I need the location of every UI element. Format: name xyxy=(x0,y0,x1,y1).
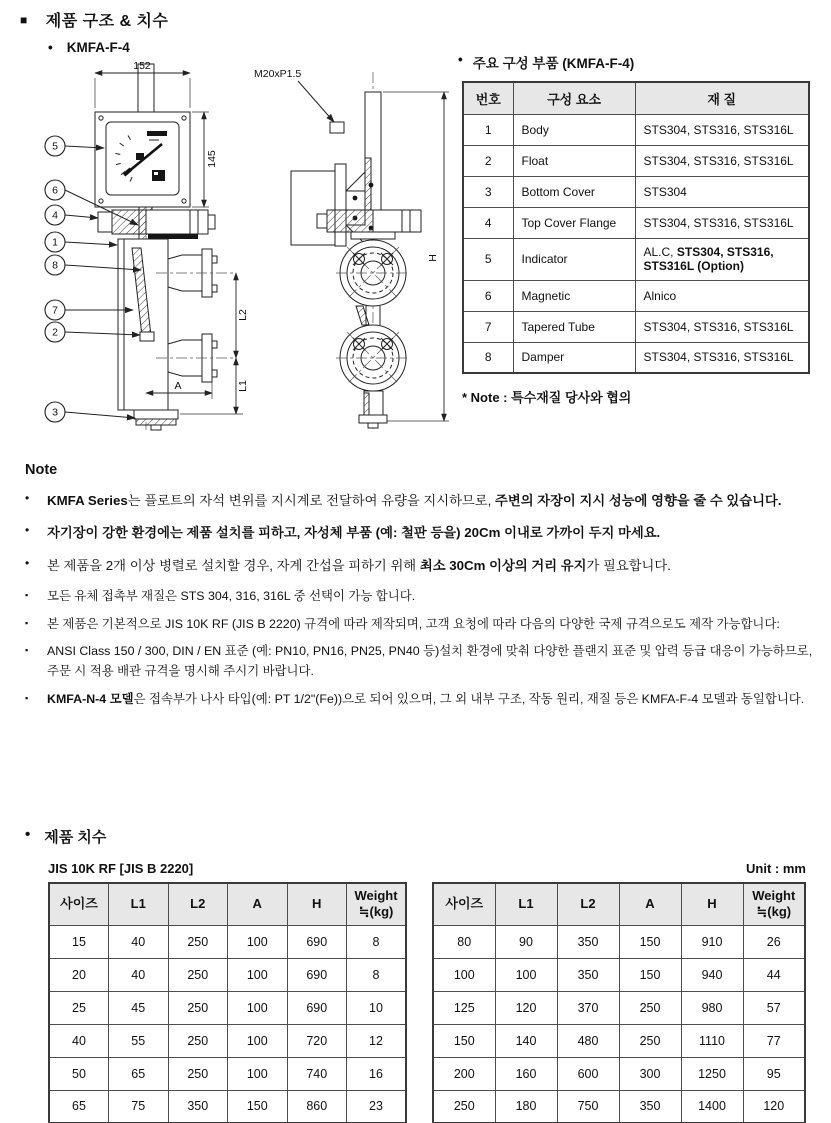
header-h: H xyxy=(681,883,743,925)
dimensions-subheader xyxy=(48,861,806,876)
table-cell: 100 xyxy=(433,958,495,991)
table-cell: 250 xyxy=(168,925,228,958)
note-section xyxy=(25,462,817,718)
part-no: 1 xyxy=(463,114,513,145)
dimensions-title-text: 제품 치수 xyxy=(44,829,107,846)
header-weight xyxy=(743,883,805,925)
dim-a-label: A xyxy=(174,380,182,392)
bullet-icon: ▪ xyxy=(25,645,29,656)
table-cell: 16 xyxy=(347,1057,407,1090)
part-component: Tapered Tube xyxy=(513,311,635,342)
table-cell: 940 xyxy=(681,958,743,991)
dim-h-label: H xyxy=(427,254,439,262)
table-row xyxy=(433,925,805,958)
note-item xyxy=(25,555,817,576)
note-text xyxy=(47,587,817,607)
table-cell: 8 xyxy=(347,925,407,958)
table-cell: 15 xyxy=(49,925,109,958)
table-cell: 980 xyxy=(681,991,743,1024)
note-text xyxy=(47,490,817,511)
header-l2: L2 xyxy=(168,883,228,925)
table-cell: 40 xyxy=(109,925,169,958)
text-segment: 최소 30Cm 이상의 거리 유지 xyxy=(419,557,587,573)
table-row xyxy=(49,1090,406,1123)
table-cell: 100 xyxy=(228,925,288,958)
table-cell: 250 xyxy=(433,1090,495,1123)
table-row xyxy=(433,958,805,991)
callout-6: 6 xyxy=(52,184,58,197)
note-item xyxy=(25,642,817,682)
header-l2: L2 xyxy=(557,883,619,925)
page-title-text: 제품 구조 & 치수 xyxy=(45,13,169,30)
text-segment: KMFA-N-4 모델 xyxy=(47,692,134,707)
text-segment: STS304, STS316, STS316L xyxy=(643,153,794,168)
table-cell: 20 xyxy=(49,958,109,991)
dimensions-table-right xyxy=(432,882,806,1123)
table-cell: 250 xyxy=(168,958,228,991)
table-cell: 860 xyxy=(287,1090,347,1123)
header-component: 구성 요소 xyxy=(513,82,635,114)
header-weight xyxy=(347,883,407,925)
weight-line1: Weight xyxy=(752,888,796,903)
header-a: A xyxy=(228,883,288,925)
note-text xyxy=(47,690,817,710)
weight-line2: ≒(kg) xyxy=(756,904,792,920)
weight-line1: Weight xyxy=(354,888,398,903)
text-segment: KMFA Series xyxy=(47,493,128,508)
part-material xyxy=(635,207,809,238)
table-cell: 40 xyxy=(109,958,169,991)
text-segment: STS304, STS316, STS316L xyxy=(643,122,794,137)
table-cell: 250 xyxy=(168,991,228,1024)
table-row xyxy=(49,991,406,1024)
part-component: Damper xyxy=(513,342,635,373)
text-segment: 가 필요합니다. xyxy=(586,557,671,573)
table-cell: 80 xyxy=(433,925,495,958)
text-segment: 은 접속부가 나사 타입(예: PT 1/2"(Fe))으로 되어 있으며, 그 외 내부 구조, 작동 원리, 재질 등은 KMFA-F-4 모델과 동일합니다. xyxy=(133,692,805,707)
technical-drawing xyxy=(40,58,460,453)
table-cell: 65 xyxy=(49,1090,109,1123)
table-row xyxy=(49,1057,406,1090)
table-cell: 160 xyxy=(495,1057,557,1090)
part-material xyxy=(635,145,809,176)
note-item xyxy=(25,522,817,543)
part-material xyxy=(635,280,809,311)
part-no: 6 xyxy=(463,280,513,311)
table-cell: 100 xyxy=(228,958,288,991)
table-cell: 350 xyxy=(619,1090,681,1123)
dimensions-table-left xyxy=(48,882,407,1123)
text-segment: ANSI Class 150 / 300, DIN / EN 표준 (예: PN10, PN16, PN25, PN40 등)설치 환경에 맞춰 다양한 플랜지 표준 및 압력 등급 대응이 가능하므로, 주문 시 적용 배관 규격을 명시해 주시기 바랍니다. xyxy=(47,644,813,679)
page-title xyxy=(20,8,168,31)
parts-row xyxy=(463,311,809,342)
part-component: Bottom Cover xyxy=(513,176,635,207)
callout-2: 2 xyxy=(52,326,58,339)
table-row xyxy=(433,1057,805,1090)
table-cell: 250 xyxy=(168,1057,228,1090)
callout-3: 3 xyxy=(52,406,58,419)
table-cell: 250 xyxy=(619,1024,681,1057)
bullet-icon: ▪ xyxy=(25,617,29,628)
header-no: 번호 xyxy=(463,82,513,114)
parts-footnote: * Note : 특수재질 당사와 협의 xyxy=(462,390,632,405)
thread-size-label: M20xP1.5 xyxy=(254,68,302,80)
header-material: 재 질 xyxy=(635,82,809,114)
parts-table-title xyxy=(458,52,813,72)
parts-row xyxy=(463,114,809,145)
table-cell: 120 xyxy=(495,991,557,1024)
part-no: 8 xyxy=(463,342,513,373)
note-item xyxy=(25,587,817,607)
parts-row xyxy=(463,342,809,373)
table-cell: 350 xyxy=(557,925,619,958)
text-segment: STS304 xyxy=(643,184,687,199)
text-segment: 모든 유체 접촉부 재질은 STS 304, 316, 316L 중 선택이 가능 합니다. xyxy=(47,588,416,603)
text-segment: Alnico xyxy=(643,288,677,303)
parts-row xyxy=(463,176,809,207)
callout-7: 7 xyxy=(52,304,58,317)
dimensions-section xyxy=(25,826,815,1123)
table-cell: 140 xyxy=(495,1024,557,1057)
model-name: KMFA-F-4 xyxy=(66,40,130,55)
standard-label: JIS 10K RF [JIS B 2220] xyxy=(48,861,194,876)
table-cell: 8 xyxy=(347,958,407,991)
table-row xyxy=(433,991,805,1024)
bullet-icon: • xyxy=(25,491,30,505)
bullet-icon: • xyxy=(458,52,463,67)
table-cell: 350 xyxy=(168,1090,228,1123)
bullet-icon: • xyxy=(48,40,53,55)
part-no: 7 xyxy=(463,311,513,342)
note-item xyxy=(25,615,817,635)
table-row xyxy=(49,1024,406,1057)
dim-l2-label: L2 xyxy=(237,309,249,321)
part-material xyxy=(635,311,809,342)
bullet-icon: ▪ xyxy=(25,589,29,600)
dims-header-row xyxy=(49,883,406,925)
text-segment: STS304, STS316, STS316L xyxy=(643,319,794,334)
upper-flange-face xyxy=(336,240,410,306)
unit-label: Unit : mm xyxy=(746,861,806,876)
table-cell: 150 xyxy=(619,925,681,958)
part-component: Magnetic xyxy=(513,280,635,311)
text-segment: STS304, STS316, STS316L xyxy=(643,350,794,365)
header-size: 사이즈 xyxy=(49,883,109,925)
note-text xyxy=(47,522,817,543)
table-cell: 370 xyxy=(557,991,619,1024)
dims-header-row xyxy=(433,883,805,925)
table-cell: 600 xyxy=(557,1057,619,1090)
table-cell: 100 xyxy=(228,991,288,1024)
table-cell: 300 xyxy=(619,1057,681,1090)
table-cell: 750 xyxy=(557,1090,619,1123)
table-cell: 77 xyxy=(743,1024,805,1057)
table-cell: 95 xyxy=(743,1057,805,1090)
table-cell: 57 xyxy=(743,991,805,1024)
table-cell: 690 xyxy=(287,958,347,991)
parts-header-row xyxy=(463,82,809,114)
note-text xyxy=(47,642,817,682)
table-row xyxy=(49,958,406,991)
table-cell: 50 xyxy=(49,1057,109,1090)
part-component: Indicator xyxy=(513,238,635,280)
bullet-icon: • xyxy=(25,826,31,843)
text-segment: 본 제품을 2개 이상 병렬로 설치할 경우, 자계 간섭을 피하기 위해 xyxy=(47,557,420,573)
dim-width-label: 152 xyxy=(133,60,151,72)
table-cell: 250 xyxy=(168,1024,228,1057)
note-item xyxy=(25,490,817,511)
callout-8: 8 xyxy=(52,259,58,272)
table-cell: 740 xyxy=(287,1057,347,1090)
text-segment: 주변의 자장이 지시 성능에 영향을 줄 수 있습니다. xyxy=(495,493,782,508)
table-cell: 26 xyxy=(743,925,805,958)
table-cell: 25 xyxy=(49,991,109,1024)
header-size: 사이즈 xyxy=(433,883,495,925)
table-cell: 120 xyxy=(743,1090,805,1123)
table-cell: 910 xyxy=(681,925,743,958)
dim-l1-label: L1 xyxy=(237,380,249,392)
header-h: H xyxy=(287,883,347,925)
part-material xyxy=(635,238,809,280)
table-cell: 100 xyxy=(495,958,557,991)
text-segment: AL.C, xyxy=(643,245,677,259)
callout-4: 4 xyxy=(52,209,58,222)
model-subtitle xyxy=(48,40,130,55)
table-cell: 90 xyxy=(495,925,557,958)
table-cell: 1110 xyxy=(681,1024,743,1057)
parts-table xyxy=(462,81,810,374)
table-cell: 150 xyxy=(433,1024,495,1057)
header-l1: L1 xyxy=(495,883,557,925)
table-cell: 100 xyxy=(228,1057,288,1090)
table-cell: 75 xyxy=(109,1090,169,1123)
table-row xyxy=(433,1024,805,1057)
parts-row xyxy=(463,238,809,280)
part-no: 3 xyxy=(463,176,513,207)
bullet-icon: ▪ xyxy=(25,693,29,704)
dimensions-title xyxy=(25,826,815,847)
table-cell: 45 xyxy=(109,991,169,1024)
table-cell: 690 xyxy=(287,991,347,1024)
part-no: 4 xyxy=(463,207,513,238)
table-cell: 200 xyxy=(433,1057,495,1090)
callout-5: 5 xyxy=(52,140,58,153)
part-component: Body xyxy=(513,114,635,145)
part-material xyxy=(635,176,809,207)
section-square-icon: ■ xyxy=(20,12,28,27)
note-heading: Note xyxy=(25,462,58,478)
bullet-icon: • xyxy=(25,523,30,538)
table-row xyxy=(49,925,406,958)
table-cell: 55 xyxy=(109,1024,169,1057)
table-row xyxy=(433,1090,805,1123)
lower-flange-face xyxy=(336,325,410,391)
table-cell: 690 xyxy=(287,925,347,958)
text-segment: 본 제품은 기본적으로 JIS 10K RF (JIS B 2220) 규격에 따라 제작되며, 고객 요청에 따라 다음의 다양한 국제 규격으로도 제작 가능합니다: xyxy=(47,616,780,631)
weight-line2: ≒(kg) xyxy=(358,904,394,920)
dim-height-label: 145 xyxy=(206,150,218,168)
callout-1: 1 xyxy=(52,236,58,249)
table-cell: 480 xyxy=(557,1024,619,1057)
parts-row xyxy=(463,207,809,238)
table-cell: 40 xyxy=(49,1024,109,1057)
table-cell: 180 xyxy=(495,1090,557,1123)
table-cell: 125 xyxy=(433,991,495,1024)
table-cell: 23 xyxy=(347,1090,407,1123)
table-cell: 1400 xyxy=(681,1090,743,1123)
parts-row xyxy=(463,145,809,176)
parts-section xyxy=(455,52,813,406)
text-segment: STS304, STS316, STS316L xyxy=(643,215,794,230)
note-text xyxy=(47,555,817,576)
part-component: Float xyxy=(513,145,635,176)
table-cell: 44 xyxy=(743,958,805,991)
parts-row xyxy=(463,280,809,311)
table-cell: 65 xyxy=(109,1057,169,1090)
front-view-drawing xyxy=(95,60,249,430)
text-segment: 는 플로트의 자석 변위를 지시계로 전달하여 유량을 지시하므로, xyxy=(127,493,496,508)
table-cell: 1250 xyxy=(681,1057,743,1090)
text-segment: STS304, STS316, STS316L (Option) xyxy=(643,245,774,273)
part-no: 2 xyxy=(463,145,513,176)
table-cell: 12 xyxy=(347,1024,407,1057)
text-segment: 자기장이 강한 환경에는 제품 설치를 피하고, 자성체 부품 (예: 철판 등을) 20Cm 이내로 가까이 두지 마세요. xyxy=(47,525,661,541)
side-view-drawing xyxy=(254,68,449,430)
part-material xyxy=(635,342,809,373)
header-l1: L1 xyxy=(109,883,169,925)
note-text xyxy=(47,615,817,635)
part-no: 5 xyxy=(463,238,513,280)
table-cell: 250 xyxy=(619,991,681,1024)
note-item xyxy=(25,690,817,710)
table-cell: 100 xyxy=(228,1024,288,1057)
bullet-icon: • xyxy=(25,555,30,570)
table-cell: 150 xyxy=(619,958,681,991)
table-cell: 10 xyxy=(347,991,407,1024)
table-cell: 350 xyxy=(557,958,619,991)
part-material xyxy=(635,114,809,145)
table-cell: 150 xyxy=(228,1090,288,1123)
header-a: A xyxy=(619,883,681,925)
part-component: Top Cover Flange xyxy=(513,207,635,238)
table-cell: 720 xyxy=(287,1024,347,1057)
parts-title-text: 주요 구성 부품 (KMFA-F-4) xyxy=(472,56,635,71)
